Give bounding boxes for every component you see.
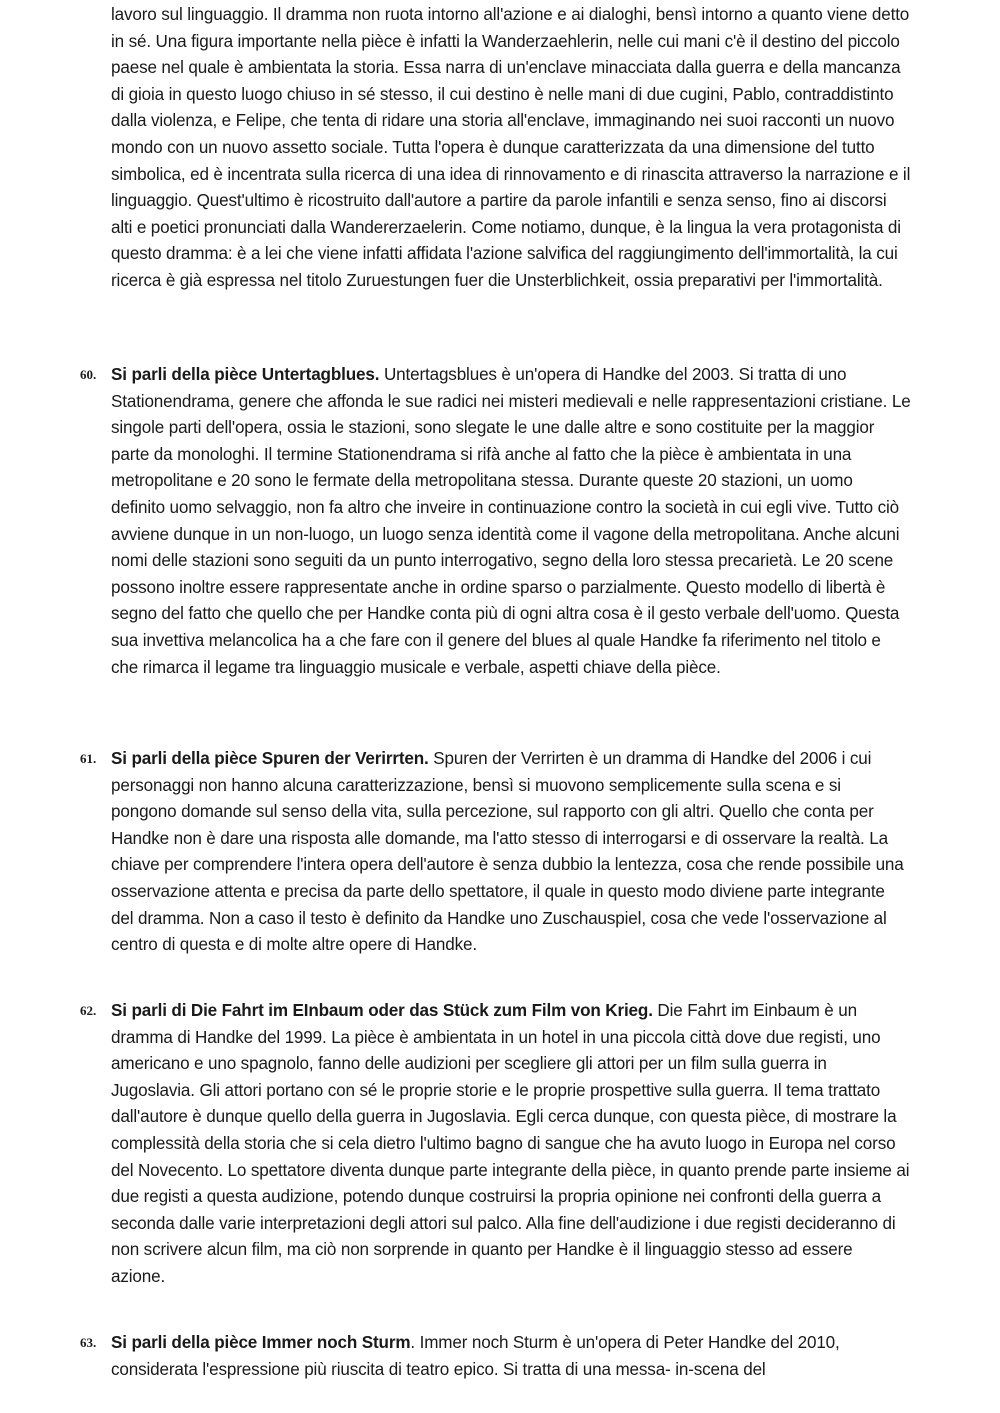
item-number: 62. (80, 1003, 97, 1018)
paragraph-continuation (111, 2, 911, 295)
qa-item-61 (111, 746, 911, 959)
answer-text: Die Fahrt im Einbaum è un dramma di Handke del 1999. La pièce è ambientata in un hotel in una piccola città dove due registi, uno americano e uno spagnolo, fanno delle audizioni per scegliere gli attori per un film sulla guerra in Jugoslavia. Gli attori portano con sé le proprie storie e le proprie prospettive sulla guerra. Il tema trattato dall'autore è dunque quello della guerra in Jugoslavia. Egli cerca dunque, con questa pièce, di mostrare la complessità della storia che si cela dietro l'ultimo bagno di sangue che ha avuto luogo in Europa nel corso del Novecento. Lo spettatore diventa dunque parte integrante della pièce, in quanto prende parte insieme ai due registi a questa audizione, potendo dunque costruirsi la propria opinione nei confronti della guerra a seconda dalle varie interpretazioni degli attori sul palco. Alla fine dell'audizione i due registi decideranno di non scrivere alcun film, ma ciò non sorprende in quanto per Handke è il linguaggio stesso ad essere azione. (111, 1001, 910, 1286)
item-number: 63. (80, 1335, 97, 1350)
qa-item-62 (111, 998, 911, 1291)
question-text: Si parli della pièce Spuren der Verirrten. (111, 749, 429, 768)
question-text: Si parli della pièce Immer noch Sturm (111, 1333, 411, 1352)
item-number: 61. (80, 751, 97, 766)
qa-item-63 (111, 1330, 911, 1383)
question-text: Si parli della pièce Untertagblues. (111, 365, 380, 384)
item-number: 60. (80, 367, 97, 382)
question-text: Si parli di Die Fahrt im EInbaum oder das Stück zum Film von Krieg. (111, 1001, 653, 1020)
answer-text: Spuren der Verrirten è un dramma di Handke del 2006 i cui personaggi non hanno alcuna caratterizzazione, bensì si muovono semplicemente sulla scena e si pongono domande sul senso della vita, sulla percezione, sul rapporto con gli altri. Quello che conta per Handke non è dare una risposta alle domande, ma l'atto stesso di interrogarsi e di osservare la realtà. La chiave per comprendere l'intera opera dell'autore è senza dubbio la lentezza, cosa che rende possibile una osservazione attenta e precisa da parte dello spettatore, il quale in questo modo diviene parte integrante del dramma. Non a caso il testo è definito da Handke uno Zuschauspiel, cosa che vede l'osservazione al centro di questa e di molte altre opere di Handke. (111, 749, 904, 955)
answer-text: Untertagsblues è un'opera di Handke del 2003. Si tratta di uno Stationendrama, genere che affonda le sue radici nei misteri medievali e nelle rappresentazioni cristiane. Le singole parti dell'opera, ossia le stazioni, sono slegate le une dalle altre e sono costituite per la maggior parte da monologhi. Il termine Stationendrama si rifà anche al fatto che la pièce è ambientata in una metropolitane e 20 sono le fermate della metropolitana stessa. Durante queste 20 stazioni, un uomo definito uomo selvaggio, non fa altro che inveire in continuazione contro la società in cui egli vive. Tutto ciò avviene dunque in un non-luogo, un luogo senza identità come il vagone della metropolitana. Anche alcuni nomi delle stazioni sono seguiti da un punto interrogativo, segno della loro stessa precarietà. Le 20 scene possono inoltre essere rappresentate anche in ordine sparso o parzialmente. Questo modello di libertà è segno del fatto che quello che per Handke conta più di ogni altra cosa è il gesto verbale dell'uomo. Questa sua invettiva melancolica ha a che fare con il genere del blues al quale Handke fa riferimento nel titolo e che rimarca il legame tra linguaggio musicale e verbale, aspetti chiave della pièce. (111, 365, 911, 677)
paragraph-text: lavoro sul linguaggio. Il dramma non ruota intorno all'azione e ai dialoghi, bensì intorno a quanto viene detto in sé. Una figura importante nella pièce è infatti la Wanderzaehlerin, nelle cui mani c'è il destino del piccolo paese nel quale è ambientata la storia. Essa narra di un'enclave minacciata dalla guerra e della mancanza di gioia in questo luogo chiuso in sé stesso, il cui destino è nelle mani di due cugini, Pablo, contraddistinto dalla violenza, e Felipe, che tenta di ridare una storia all'enclave, immaginando nei suoi racconti un nuovo mondo con un nuovo assetto sociale. Tutta l'opera è dunque caratterizzata da una dimensione del tutto simbolica, ed è incentrata sulla ricerca di una idea di rinnovamento e di rinascita attraverso la narrazione e il linguaggio. Quest'ultimo è ricostruito dall'autore a partire da parole infantili e senza senso, fino ai discorsi alti e poetici pronunciati dalla Wandererzaelerin. Come notiamo, dunque, è la lingua la vera protagonista di questo dramma: è a lei che viene infatti affidata l'azione salvifica del raggiungimento dell'immortalità, la cui ricerca è già espressa nel titolo Zuruestungen fuer die Unsterblichkeit, ossia preparativi per l'immortalità. (111, 5, 911, 290)
answer-text: . Immer noch Sturm è un'opera di Peter Handke del 2010, considerata l'espressione più riuscita di teatro epico. Si tratta di una messa- in-scena del (111, 1333, 840, 1379)
qa-item-60 (111, 362, 911, 681)
